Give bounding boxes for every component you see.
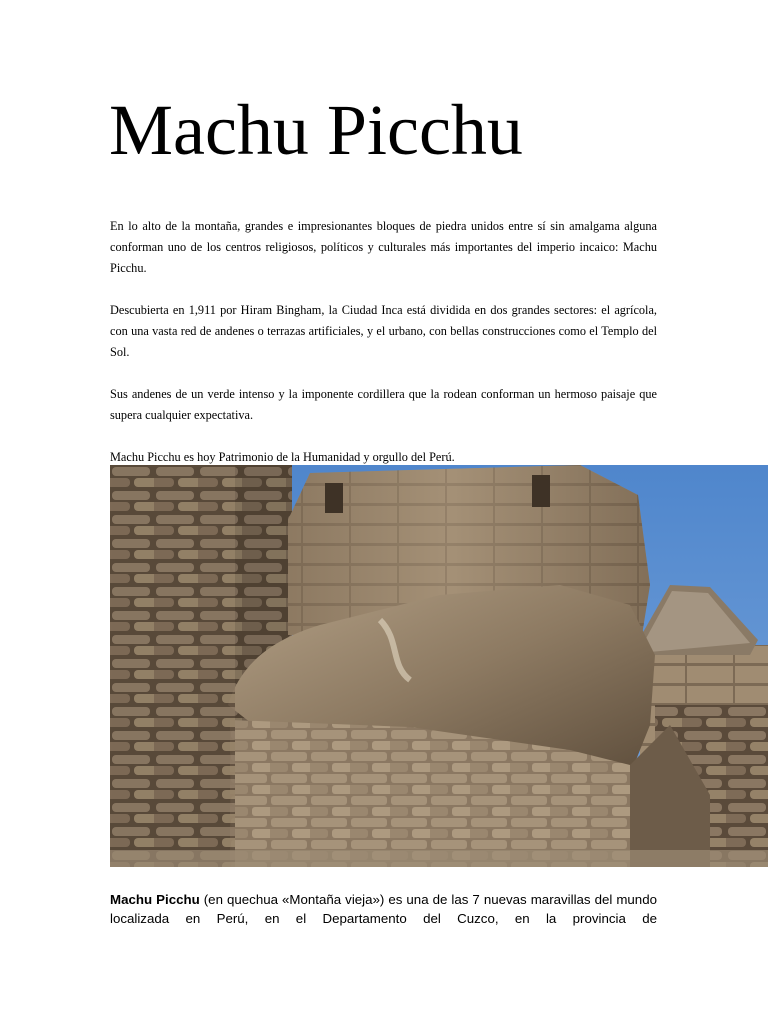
paragraph-discovery: Descubierta en 1,911 por Hiram Bingham, la Ciudad Inca está dividida en dos grandes sectores: el agrícola, con una vasta red de andenes o terrazas artificiales, y el urbano, con bellas construcciones como el Templo del Sol. <box>110 303 657 359</box>
bottom-paragraph-text: (en quechua «Montaña vieja») es una de las 7 nuevas maravillas del mundo localizada en Perú, en el Departamento del Cuzco, en la provincia de <box>110 892 657 926</box>
temple-of-the-sun-photo <box>110 465 768 867</box>
paragraph-heritage: Machu Picchu es hoy Patrimonio de la Humanidad y orgullo del Perú. <box>110 450 455 464</box>
page-title: Machu Picchu <box>109 90 523 170</box>
bottom-paragraph <box>110 890 657 928</box>
bottom-paragraph-bold-lead: Machu Picchu <box>110 892 200 907</box>
paragraph-terraces: Sus andenes de un verde intenso y la imponente cordillera que la rodean conforman un hermoso paisaje que supera cualquier expectativa. <box>110 387 657 422</box>
paragraph-intro: En lo alto de la montaña, grandes e impresionantes bloques de piedra unidos entre sí sin amalgama alguna conforman uno de los centros religiosos, políticos y culturales más importantes del imperio incaico: Machu Picchu. <box>110 219 657 275</box>
